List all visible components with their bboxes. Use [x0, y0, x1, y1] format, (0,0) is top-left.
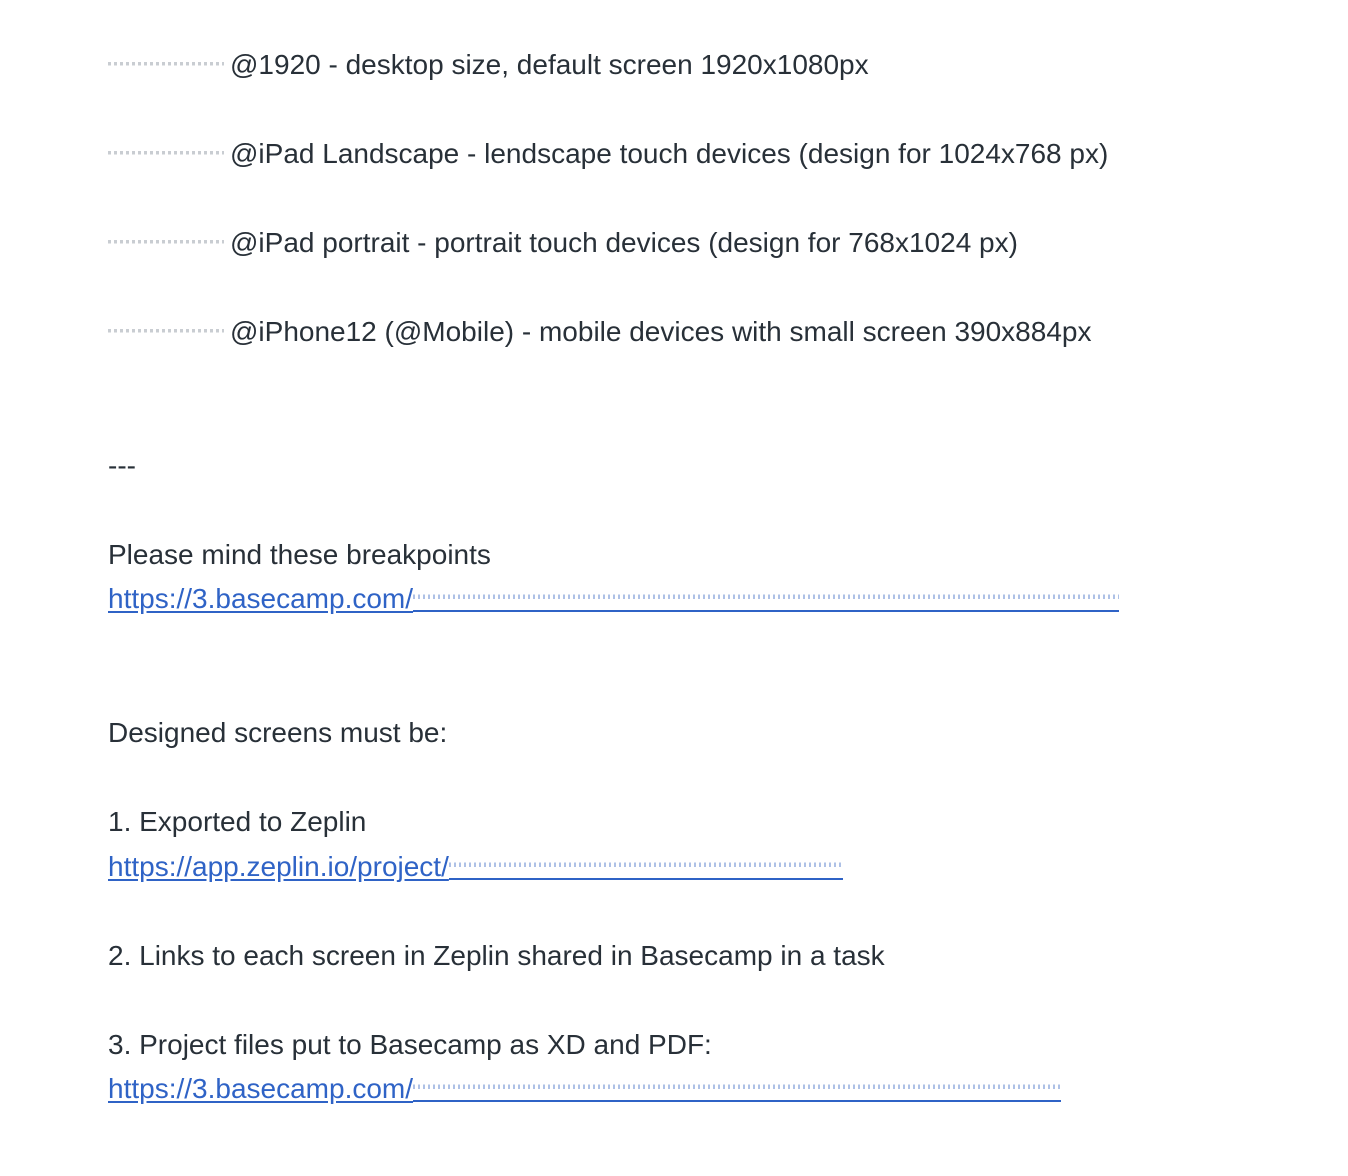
requirement-item-2: 2. Links to each screen in Zeplin shared in Basecamp in a task	[108, 940, 885, 971]
redacted-text	[108, 230, 224, 256]
redacted-link-path[interactable]	[449, 852, 843, 880]
breakpoints-link[interactable]: https://3.basecamp.com/	[108, 583, 414, 614]
requirement-item-3: 3. Project files put to Basecamp as XD and PDF:	[108, 1029, 712, 1060]
breakpoints-link-row	[108, 582, 1119, 616]
artboard-description: @iPad Landscape - lendscape touch devices (design for 1024x768 px)	[230, 138, 1109, 169]
artboard-description: @1920 - desktop size, default screen 1920x1080px	[230, 49, 869, 80]
project-files-link[interactable]: https://3.basecamp.com/	[108, 1073, 414, 1104]
artboard-line-iphone12	[108, 315, 1091, 349]
artboard-description: @iPad portrait - portrait touch devices (design for 768x1024 px)	[230, 227, 1018, 258]
artboard-line-1920	[108, 48, 869, 82]
artboard-line-ipad-portrait	[108, 226, 1018, 260]
redacted-text	[108, 52, 224, 78]
requirement-item-1: 1. Exported to Zeplin	[108, 806, 367, 837]
breakpoints-note: Please mind these breakpoints	[108, 539, 491, 570]
artboard-description: @iPhone12 (@Mobile) - mobile devices with small screen 390x884px	[230, 316, 1092, 347]
redacted-link-path[interactable]	[413, 584, 1119, 612]
redacted-text	[108, 319, 224, 345]
requirements-heading: Designed screens must be:	[108, 717, 448, 748]
project-files-link-row	[108, 1072, 1061, 1106]
redacted-link-path[interactable]	[413, 1074, 1061, 1102]
redacted-text	[108, 141, 224, 167]
zeplin-project-link[interactable]: https://app.zeplin.io/project/	[108, 851, 449, 882]
artboard-line-ipad-landscape	[108, 137, 1108, 171]
separator: ---	[108, 450, 136, 481]
zeplin-link-row	[108, 850, 843, 884]
